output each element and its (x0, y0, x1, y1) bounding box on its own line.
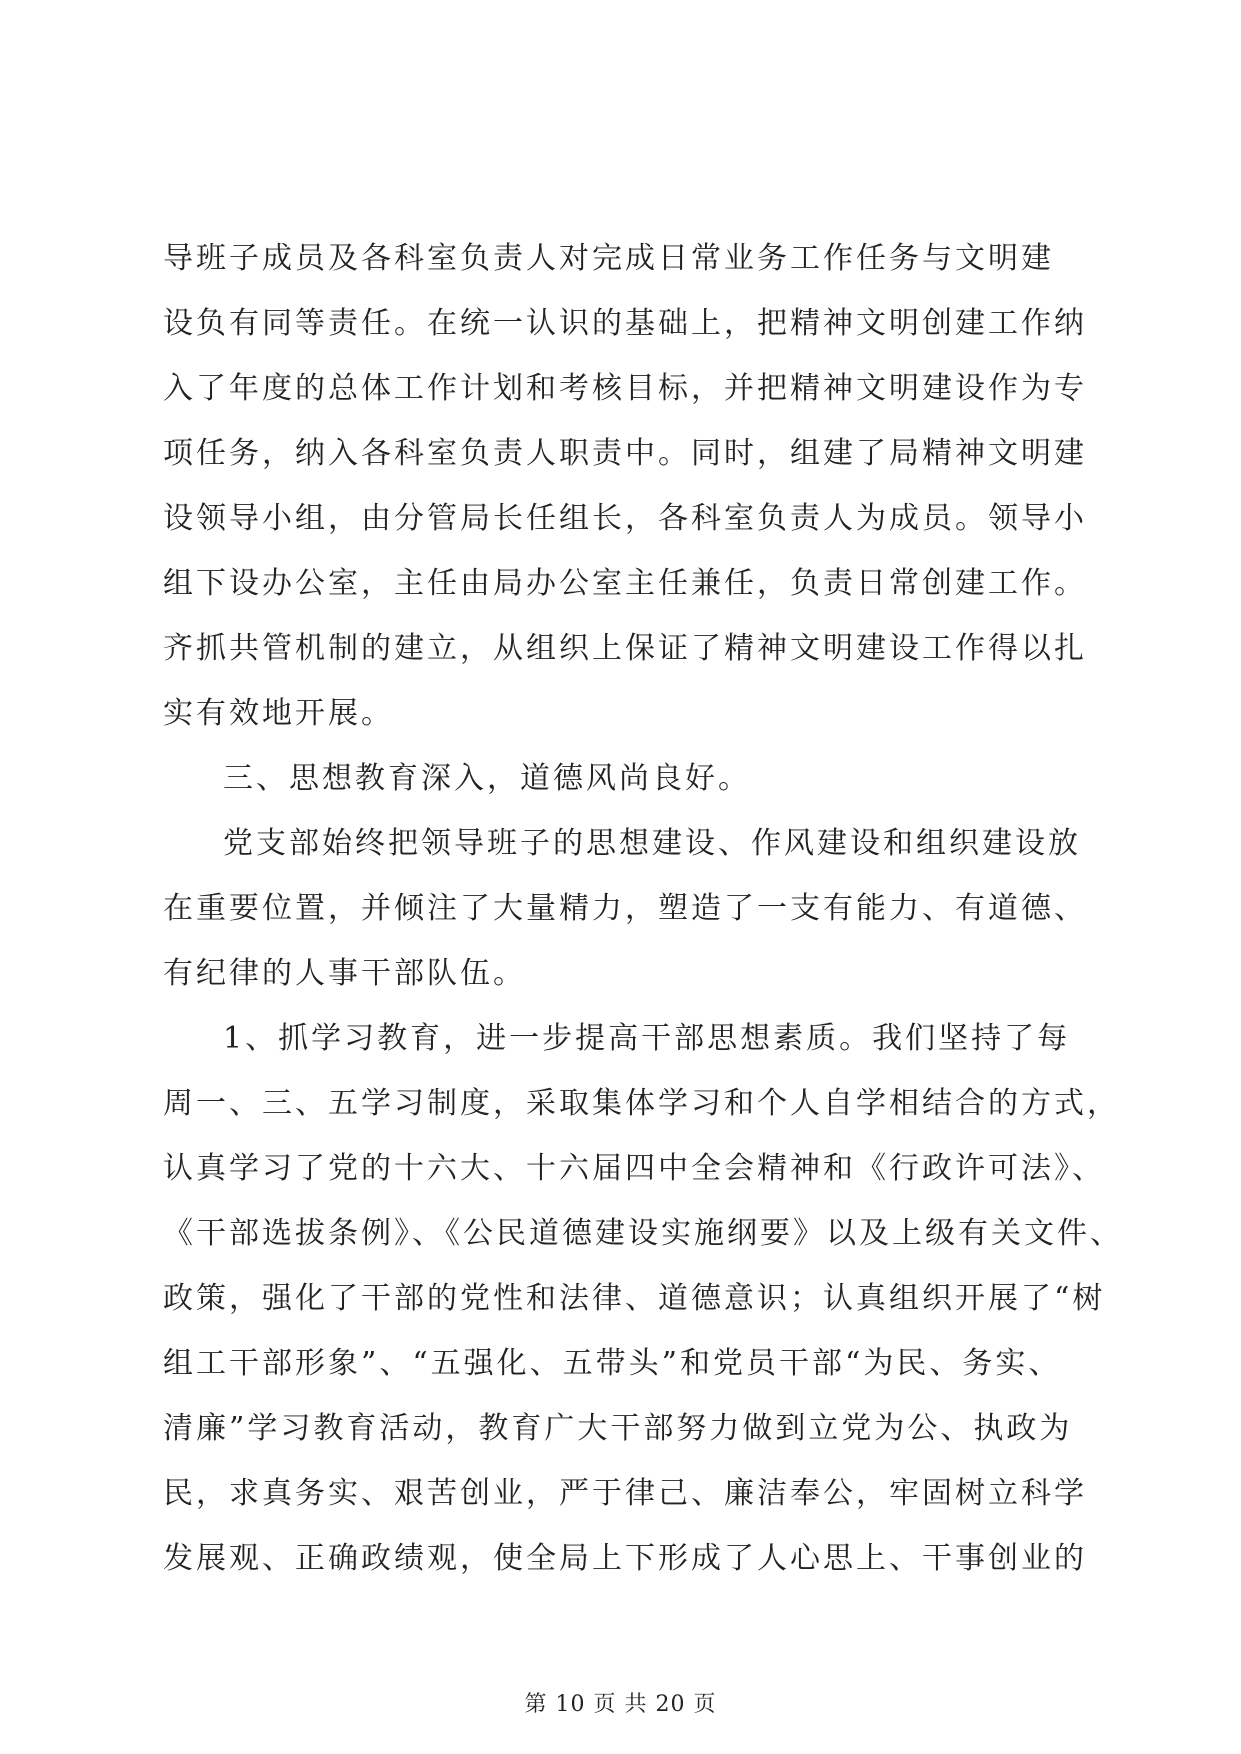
text-line: 三、思想教育深入，道德风尚良好。 (223, 761, 751, 796)
text-line: 发展观、正确政绩观，使全局上下形成了人心思上、干事创业的 (163, 1541, 1087, 1576)
text-line: 组工干部形象”、“五强化、五带头”和党员干部“为民、务实、 (163, 1346, 1062, 1381)
text-line: 有纪律的人事干部队伍。 (163, 956, 526, 991)
text-line: 清廉”学习教育活动，教育广大干部努力做到立党为公、执政为 (163, 1411, 1073, 1446)
text-line: 齐抓共管机制的建立，从组织上保证了精神文明建设工作得以扎 (163, 631, 1087, 666)
text-line: 在重要位置，并倾注了大量精力，塑造了一支有能力、有道德、 (163, 891, 1087, 926)
text-line: 实有效地开展。 (163, 696, 394, 731)
text-line: 项任务，纳入各科室负责人职责中。同时，组建了局精神文明建 (163, 436, 1087, 471)
text-line: 党支部始终把领导班子的思想建设、作风建设和组织建设放 (223, 826, 1081, 861)
text-line: 认真学习了党的十六大、十六届四中全会精神和《行政许可法》、 (163, 1151, 1105, 1186)
text-line: 设负有同等责任。在统一认识的基础上，把精神文明创建工作纳 (163, 306, 1087, 341)
document-body (163, 226, 1123, 1591)
text-line: 导班子成员及各科室负责人对完成日常业务工作任务与文明建 (163, 241, 1054, 276)
text-line: 1、抓学习教育，进一步提高干部思想素质。我们坚持了每 (223, 1021, 1071, 1056)
page-number-footer: 第 10 页 共 20 页 (524, 1692, 717, 1717)
text-line: 入了年度的总体工作计划和考核目标，并把精神文明建设作为专 (163, 371, 1087, 406)
text-line: 周一、三、五学习制度，采取集体学习和个人自学相结合的方式， (163, 1086, 1120, 1121)
text-line: 《干部选拔条例》、《公民道德建设实施纲要》以及上级有关文件、 (163, 1216, 1123, 1251)
text-line: 民，求真务实、艰苦创业，严于律己、廉洁奉公，牢固树立科学 (163, 1476, 1087, 1511)
text-line: 组下设办公室，主任由局办公室主任兼任，负责日常创建工作。 (163, 566, 1087, 601)
text-line: 设领导小组，由分管局长任组长，各科室负责人为成员。领导小 (163, 501, 1087, 536)
text-line: 政策，强化了干部的党性和法律、道德意识；认真组织开展了“树 (163, 1281, 1106, 1316)
